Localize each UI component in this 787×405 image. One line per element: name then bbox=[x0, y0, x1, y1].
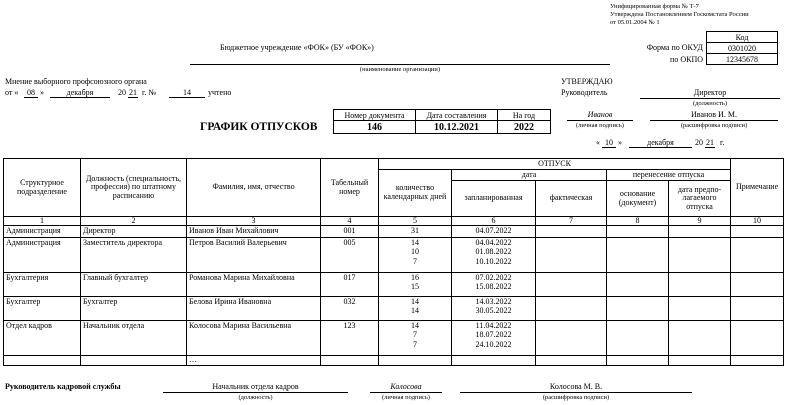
col-number: 8 bbox=[607, 217, 669, 226]
form-reference-line3: от 05.01.2004 № 1 bbox=[610, 19, 660, 26]
approval-position-caption: (должность) bbox=[692, 100, 728, 107]
table-row bbox=[4, 238, 784, 273]
approval-date-open: « bbox=[596, 138, 600, 147]
cell-empty bbox=[731, 356, 784, 366]
col-number: 2 bbox=[81, 217, 187, 226]
table-row bbox=[4, 297, 784, 321]
approval-name-caption: (расшифровка подписи) bbox=[680, 122, 748, 129]
col-number: 5 bbox=[379, 217, 452, 226]
cell-tab-number: 001 bbox=[321, 226, 379, 238]
cell-tab-number: 005 bbox=[321, 238, 379, 273]
planned-date: 10.10.2022 bbox=[475, 256, 512, 266]
organization-name: Бюджетное учреждение «ФОК» (БУ «ФОК») bbox=[220, 43, 374, 52]
cell-note bbox=[731, 297, 784, 321]
col-number: 6 bbox=[452, 217, 536, 226]
cell-expected bbox=[669, 238, 731, 273]
planned-date: 24.10.2022 bbox=[475, 339, 512, 349]
cell-expected bbox=[669, 297, 731, 321]
union-status: учтено bbox=[208, 88, 232, 97]
planned-date: 14.03.2022 bbox=[475, 297, 512, 306]
cell-empty bbox=[4, 356, 81, 366]
cell-dept: Отдел кадров bbox=[4, 321, 81, 356]
union-from: от « bbox=[5, 88, 19, 97]
organization-caption: (наименование организации) bbox=[359, 66, 441, 73]
header-planned: запланированная bbox=[452, 181, 536, 217]
cell-dept: Администрация bbox=[4, 238, 81, 273]
document-number-box bbox=[333, 109, 551, 134]
table-row bbox=[4, 226, 784, 238]
approval-signature-caption: (личная подпись) bbox=[576, 122, 624, 129]
cell-ellipsis: … bbox=[187, 356, 321, 366]
planned-date: 15.08.2022 bbox=[475, 282, 512, 292]
planned-date: 30.05.2022 bbox=[475, 306, 512, 316]
cell-note bbox=[731, 238, 784, 273]
document-date-label: Дата составления bbox=[416, 110, 498, 121]
header-fio: Фамилия, имя, отчество bbox=[187, 159, 321, 217]
form-reference bbox=[610, 3, 749, 27]
days-value: 10 bbox=[411, 247, 419, 257]
cell-position: Директор bbox=[81, 226, 187, 238]
union-day: 08 bbox=[24, 88, 38, 98]
cell-note bbox=[731, 273, 784, 297]
planned-date: 11.04.2022 bbox=[475, 321, 512, 330]
header-note: Примечание bbox=[731, 159, 784, 217]
form-reference-line1: Унифицированная форма № Т-7 bbox=[610, 3, 699, 10]
union-opinion-date-line bbox=[5, 88, 245, 100]
table-row bbox=[4, 273, 784, 297]
cell-empty bbox=[669, 356, 731, 366]
cell-empty bbox=[536, 356, 607, 366]
cell-position: Начальник отдела bbox=[81, 321, 187, 356]
union-year: 21 bbox=[129, 88, 137, 97]
cell-planned bbox=[452, 321, 536, 356]
cell-days bbox=[379, 238, 452, 273]
cell-tab-number: 032 bbox=[321, 297, 379, 321]
header-transfer: перенесение отпуска bbox=[607, 170, 731, 181]
approval-date-line bbox=[596, 138, 746, 150]
union-year-suffix: г. № bbox=[142, 88, 157, 97]
approval-date-close: » bbox=[618, 138, 622, 147]
footer-position: Начальник отдела кадров bbox=[163, 382, 348, 393]
days-value: 14 bbox=[411, 321, 419, 330]
column-numbers-row bbox=[4, 217, 784, 226]
cell-note bbox=[731, 321, 784, 356]
cell-basis bbox=[607, 238, 669, 273]
cell-actual bbox=[536, 238, 607, 273]
cell-empty bbox=[321, 356, 379, 366]
planned-date: 01.08.2022 bbox=[475, 247, 512, 257]
approval-day: 10 bbox=[602, 138, 616, 148]
organization-underline bbox=[190, 64, 610, 65]
header-actual: фактическая bbox=[536, 181, 607, 217]
union-month: декабря bbox=[50, 88, 110, 98]
cell-actual bbox=[536, 226, 607, 238]
codes-header: Код bbox=[707, 32, 778, 43]
approval-month: декабря bbox=[629, 138, 692, 148]
planned-date: 18.07.2022 bbox=[475, 330, 512, 340]
cell-tab-number: 017 bbox=[321, 273, 379, 297]
cell-position: Заместитель директора bbox=[81, 238, 187, 273]
cell-planned bbox=[452, 297, 536, 321]
cell-expected bbox=[669, 273, 731, 297]
approval-year-suffix: г. bbox=[720, 138, 725, 147]
document-year: 2022 bbox=[498, 121, 551, 134]
cell-dept: Администрация bbox=[4, 226, 81, 238]
document-number-label: Номер документа bbox=[334, 110, 416, 121]
cell-fio: Петров Василий Валерьевич bbox=[187, 238, 321, 273]
cell-planned bbox=[452, 238, 536, 273]
cell-empty bbox=[607, 356, 669, 366]
form-reference-line2: Утверждена Постановлением Госкомстата России bbox=[610, 11, 749, 18]
okud-value: 0301020 bbox=[707, 43, 778, 54]
col-number: 9 bbox=[669, 217, 731, 226]
cell-dept: Бухгалтерия bbox=[4, 273, 81, 297]
cell-position: Бухгалтер bbox=[81, 297, 187, 321]
cell-expected bbox=[669, 226, 731, 238]
codes-box bbox=[706, 31, 778, 65]
union-number: 14 bbox=[169, 88, 205, 98]
union-opinion-title: Мнение выборного профсоюзного органа bbox=[5, 77, 147, 86]
col-number: 4 bbox=[321, 217, 379, 226]
cell-note bbox=[731, 226, 784, 238]
cell-actual bbox=[536, 297, 607, 321]
union-close-quote: » bbox=[40, 88, 44, 97]
union-year-prefix: 20 bbox=[118, 88, 126, 97]
okpo-label: по ОКПО bbox=[670, 55, 703, 64]
cell-days bbox=[379, 226, 452, 238]
days-value: 14 bbox=[411, 306, 419, 316]
document-title: ГРАФИК ОТПУСКОВ bbox=[200, 121, 318, 133]
days-value: 7 bbox=[413, 330, 417, 340]
header-position: Должность (специальность, профессия) по штатному расписанию bbox=[81, 159, 187, 217]
cell-tab-number: 123 bbox=[321, 321, 379, 356]
cell-empty bbox=[81, 356, 187, 366]
footer-signature: Колосова bbox=[370, 382, 442, 393]
col-number: 7 bbox=[536, 217, 607, 226]
cell-fio: Иванов Иван Михайлович bbox=[187, 226, 321, 238]
header-expected: дата предпо-лагаемого отпуска bbox=[669, 181, 731, 217]
days-value: 14 bbox=[411, 297, 419, 306]
approval-signature: Иванов bbox=[567, 110, 633, 121]
approval-year: 21 bbox=[706, 138, 714, 147]
cell-position: Главный бухгалтер bbox=[81, 273, 187, 297]
planned-date: 07.02.2022 bbox=[475, 273, 512, 282]
cell-fio: Белова Ирина Ивановна bbox=[187, 297, 321, 321]
document-year-label: На год bbox=[498, 110, 551, 121]
cell-empty bbox=[452, 356, 536, 366]
cell-expected bbox=[669, 321, 731, 356]
col-number: 1 bbox=[4, 217, 81, 226]
cell-planned bbox=[452, 226, 536, 238]
cell-dept: Бухгалтер bbox=[4, 297, 81, 321]
vacation-table bbox=[3, 158, 784, 366]
header-date: дата bbox=[452, 170, 607, 181]
days-value: 7 bbox=[413, 339, 417, 349]
approval-head-label: Руководитель bbox=[561, 88, 608, 97]
days-value: 14 bbox=[411, 238, 419, 247]
cell-fio: Колосова Марина Васильевна bbox=[187, 321, 321, 356]
okud-label: Форма по ОКУД bbox=[646, 43, 703, 52]
col-number: 3 bbox=[187, 217, 321, 226]
cell-days bbox=[379, 273, 452, 297]
cell-basis bbox=[607, 321, 669, 356]
document-date: 10.12.2021 bbox=[416, 121, 498, 134]
cell-basis bbox=[607, 273, 669, 297]
col-number: 10 bbox=[731, 217, 784, 226]
planned-date: 04.04.2022 bbox=[475, 238, 512, 247]
cell-actual bbox=[536, 273, 607, 297]
okpo-value: 12345678 bbox=[707, 54, 778, 65]
header-days: количество календарных дней bbox=[379, 170, 452, 217]
approval-position: Директор bbox=[640, 88, 780, 99]
cell-planned bbox=[452, 273, 536, 297]
header-dept: Структурное подразделение bbox=[4, 159, 81, 217]
cell-actual bbox=[536, 321, 607, 356]
approval-name: Иванов И. М. bbox=[650, 110, 778, 121]
footer-name-caption: (расшифровка подписи) bbox=[542, 394, 610, 401]
table-row-ellipsis bbox=[4, 356, 784, 366]
header-basis: основание (документ) bbox=[607, 181, 669, 217]
table-row bbox=[4, 321, 784, 356]
header-tab-number: Табельный номер bbox=[321, 159, 379, 217]
footer-position-caption: (должность) bbox=[238, 394, 273, 401]
days-value: 16 bbox=[411, 273, 419, 282]
footer-signature-caption: (личная подпись) bbox=[382, 394, 430, 401]
cell-basis bbox=[607, 297, 669, 321]
approval-year-prefix: 20 bbox=[695, 138, 703, 147]
planned-date: 04.07.2022 bbox=[475, 226, 512, 235]
header-vacation: ОТПУСК bbox=[379, 159, 731, 170]
document-number: 146 bbox=[334, 121, 416, 134]
days-value: 15 bbox=[411, 282, 419, 292]
footer-name: Колосова М. В. bbox=[460, 382, 692, 393]
cell-days bbox=[379, 321, 452, 356]
cell-basis bbox=[607, 226, 669, 238]
approval-title: УТВЕРЖДАЮ bbox=[561, 77, 613, 86]
days-value: 31 bbox=[411, 226, 419, 235]
cell-fio: Романова Марина Михайловна bbox=[187, 273, 321, 297]
cell-days bbox=[379, 297, 452, 321]
days-value: 7 bbox=[413, 256, 417, 266]
footer-label: Руководитель кадровой службы bbox=[5, 382, 121, 391]
cell-empty bbox=[379, 356, 452, 366]
